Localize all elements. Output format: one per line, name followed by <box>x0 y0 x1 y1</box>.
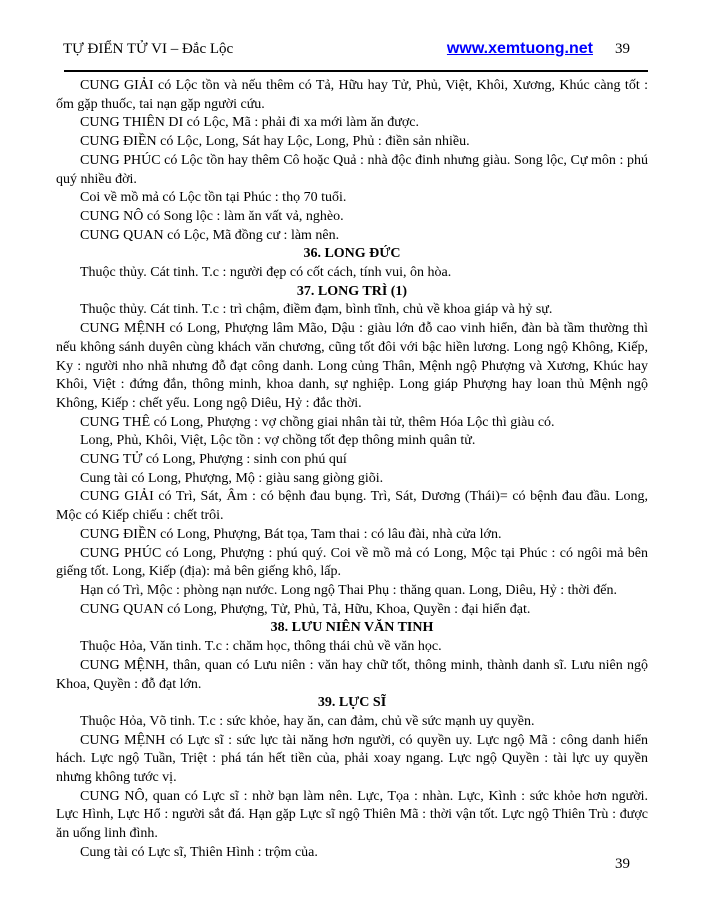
paragraph: Cung tài có Lực sĩ, Thiên Hình : trộm của. <box>80 844 318 860</box>
paragraph: CUNG ĐIỀN có Long, Phượng, Bát tọa, Tam thai : có lâu đài, nhà cửa lớn. <box>80 526 502 542</box>
page-header <box>63 40 630 58</box>
paragraph: Thuộc Hỏa, Võ tinh. T.c : sức khỏe, hay ăn, can đảm, chủ về sức mạnh uy quyền. <box>80 713 535 729</box>
paragraph: CUNG NÔ, quan có Lực sĩ : nhờ bạn làm nên. Lực, Tọa : nhàn. Lực, Kình : sức khỏe hơn người. Lực Hình, Lực Hổ : người sắt đá. Hạn gặp Lực sĩ ngộ Thiên Mã : thời vận tốt. Lực ngộ Thiên Trù : được ăn uống linh đình. <box>56 788 648 842</box>
header-divider-rule <box>64 70 648 72</box>
paragraph: CUNG MỆNH có Long, Phượng lâm Mão, Dậu : giàu lớn đỗ cao vinh hiển, đàn bà tầm thường thì nếu không sánh duyên cùng khách văn chương, cũng tốt đôi với bậc hiền lương. Long ngộ Không, Kiếp, Ky : người nho nhã nhưng đỗ đạt công danh. Long củng Thân, Mệnh ngộ Phượng và Xương, Khúc hay Khôi, Việt : đứng đắn, thông minh, khoa danh, sự nghiệp. Long giáp Phượng hay loan thủ Mệnh ngộ Không, Kiếp : chết yểu. Long ngộ Diêu, Hỷ : đắc thời. <box>56 321 648 411</box>
paragraph: CUNG NÔ có Song lộc : làm ăn vất vả, nghèo. <box>80 208 344 224</box>
paragraph: CUNG MỆNH có Lực sĩ : sức lực tài năng hơn người, có quyền uy. Lực ngộ Mã : công danh hiển hách. Lực ngộ Tuần, Triệt : phá tán hết tiền của, phải xoay ngang. Lực ngộ Quyền : tài lực uy quyền nhưng không tước vị. <box>56 732 648 786</box>
paragraph: CUNG THIÊN DI có Lộc, Mã : phải đi xa mới làm ăn được. <box>80 115 420 131</box>
paragraph: CUNG QUAN có Lộc, Mã đồng cư : làm nên. <box>80 227 340 243</box>
paragraph: Long, Phủ, Khôi, Việt, Lộc tồn : vợ chồng tốt đẹp thông minh quân tử. <box>80 433 476 449</box>
paragraph: CUNG ĐIỀN có Lộc, Long, Sát hay Lộc, Long, Phủ : điền sản nhiều. <box>80 134 470 150</box>
paragraph: CUNG GIẢI có Lộc tồn và nếu thêm có Tả, Hữu hay Tử, Phủ, Việt, Khôi, Xương, Khúc càng tốt : ốm gặp thuốc, tai nạn gặp người cứu. <box>56 78 648 112</box>
paragraph: CUNG TỬ có Long, Phượng : sinh con phú quí <box>80 452 347 468</box>
section-heading: 39. LỰC SĨ <box>317 695 387 711</box>
book-title: TỰ ĐIỂN TỬ VI – Đắc Lộc <box>63 41 234 57</box>
website-link[interactable]: www.xemtuong.net <box>446 40 593 57</box>
paragraph: Thuộc thủy. Cát tinh. T.c : trì chậm, điềm đạm, bình tĩnh, chủ về khoa giáp và hỷ sự. <box>80 302 553 318</box>
paragraph: Cung tài có Long, Phượng, Mộ : giàu sang giòng giõi. <box>80 470 384 486</box>
paragraph: CUNG PHÚC có Lộc tồn hay thêm Cô hoặc Quả : nhà độc đinh nhưng giàu. Song lộc, Cự môn : phú quý nhiều đời. <box>56 152 648 187</box>
paragraph: CUNG QUAN có Long, Phượng, Tử, Phủ, Tả, Hữu, Khoa, Quyền : đại hiển đạt. <box>80 601 531 617</box>
footer-page-number: 39 <box>615 856 630 872</box>
section-heading: 37. LONG TRÌ (1) <box>296 283 408 299</box>
paragraph: CUNG THÊ có Long, Phượng : vợ chồng giai nhân tài tử, thêm Hóa Lộc thì giàu có. <box>80 414 555 430</box>
document-body <box>56 77 648 863</box>
paragraph: CUNG MỆNH, thân, quan có Lưu niên : văn hay chữ tốt, thông minh, thành danh sĩ. Lưu niên ngộ Khoa, Quyền : đỗ đạt lớn. <box>56 657 648 692</box>
header-page-number: 39 <box>615 41 630 57</box>
paragraph: CUNG GIẢI có Trì, Sát, Âm : có bệnh đau bụng. Trì, Sát, Dương (Thái)= có bệnh đau đầu. Long, Mộc có Kiếp chiếu : chết trôi. <box>56 489 648 524</box>
section-heading: 36. LONG ĐỨC <box>303 246 401 262</box>
paragraph: Coi về mồ mả có Lộc tồn tại Phúc : thọ 70 tuổi. <box>80 190 347 206</box>
paragraph: CUNG PHÚC có Long, Phượng : phú quý. Coi về mồ mả có Long, Mộc tại Phúc : có ngôi mả bên giếng tốt. Long, Kiếp (địa): mả bên giếng khô, lấp. <box>56 545 648 580</box>
paragraph: Thuộc thủy. Cát tinh. T.c : người đẹp có cốt cách, tính vui, ôn hòa. <box>80 265 452 281</box>
paragraph: Thuộc Hỏa, Văn tinh. T.c : chăm học, thông thái chủ về văn học. <box>80 639 442 655</box>
section-heading: 38. LƯU NIÊN VĂN TINH <box>270 620 434 636</box>
paragraph: Hạn có Trì, Mộc : phòng nạn nước. Long ngộ Thai Phụ : thăng quan. Long, Diêu, Hỷ : thời đến. <box>80 582 617 598</box>
